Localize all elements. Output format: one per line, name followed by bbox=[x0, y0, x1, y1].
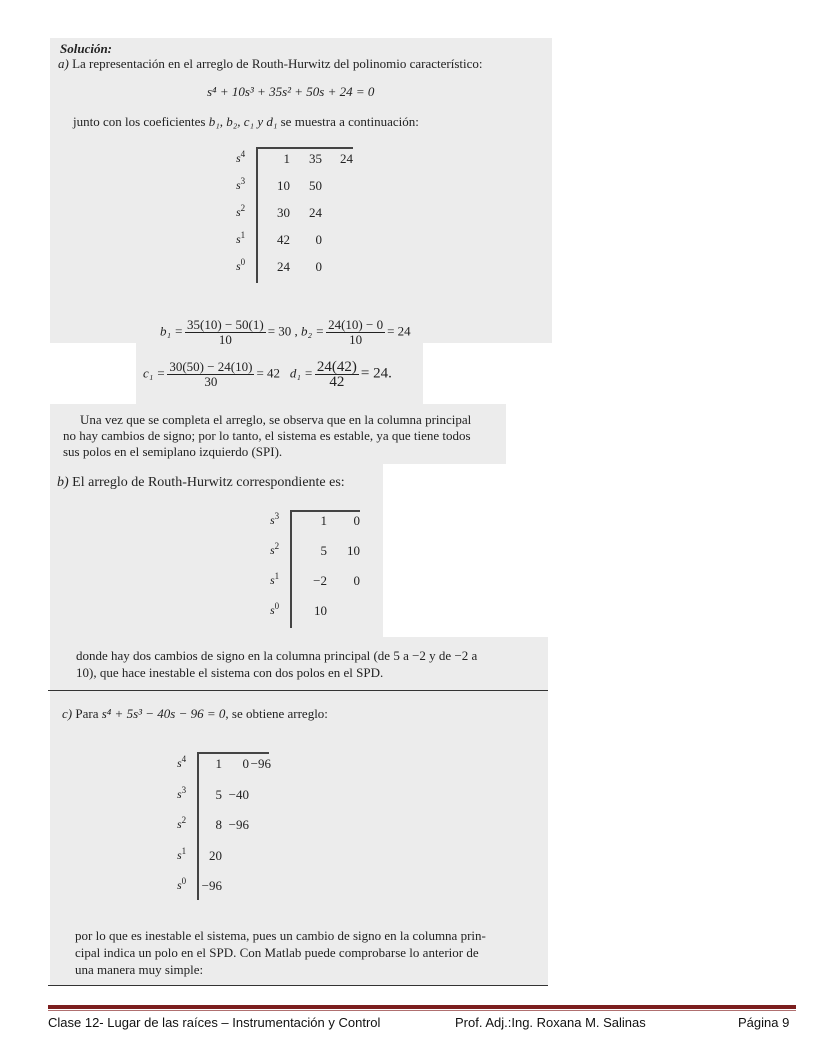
polynomial-a: s⁴ + 10s³ + 35s² + 50s + 24 = 0 bbox=[207, 84, 375, 99]
table-cell: −96 bbox=[201, 878, 222, 893]
fraction bbox=[185, 318, 266, 347]
table-cell: 1 bbox=[283, 151, 290, 166]
row-label: $s^0$ bbox=[177, 876, 187, 892]
table-cell: 24 bbox=[340, 151, 353, 166]
eq-rhs: = 24. bbox=[360, 365, 392, 382]
footer-rule-thin bbox=[48, 1010, 796, 1011]
row-exponent: 3 bbox=[181, 784, 187, 795]
footer-page-number: Página 9 bbox=[738, 1015, 790, 1030]
denominator: 10 bbox=[218, 332, 232, 347]
fraction bbox=[326, 318, 385, 347]
row-exponent: 1 bbox=[240, 230, 246, 240]
intro-text: El arreglo de Routh-Hurwitz correspondiente es: bbox=[72, 475, 345, 490]
table-cell: 10 bbox=[314, 603, 327, 618]
table-cell: −40 bbox=[228, 786, 249, 802]
row-label: $s^1$ bbox=[236, 230, 246, 246]
part-marker: a) bbox=[58, 56, 69, 71]
row-exponent: 2 bbox=[274, 541, 280, 551]
footer-author: Prof. Adj.:Ing. Roxana M. Salinas bbox=[455, 1015, 646, 1030]
polynomial-c: s⁴ + 5s³ − 40s − 96 = 0 bbox=[101, 706, 226, 721]
text: junto con los coeficientes bbox=[73, 114, 209, 129]
solution-heading: Solución: bbox=[60, 41, 113, 56]
table-cell: 35 bbox=[309, 151, 322, 166]
table-cell: 0 bbox=[242, 756, 249, 771]
text: , se obtiene arreglo: bbox=[225, 706, 328, 721]
row-exponent: 4 bbox=[240, 149, 246, 159]
eq-rhs: = 30 , bbox=[267, 323, 298, 339]
row-label: $s^2$ bbox=[236, 203, 246, 219]
divider bbox=[48, 985, 548, 986]
table-cell: 10 bbox=[347, 543, 360, 558]
table-cell: 5 bbox=[215, 786, 222, 802]
part-marker: c) bbox=[62, 706, 73, 721]
table-cell: 30 bbox=[277, 205, 290, 220]
eq-lhs: d₁ = bbox=[289, 365, 313, 381]
table-cell: 5 bbox=[320, 543, 327, 558]
table-top-rule bbox=[256, 147, 353, 149]
table-cell: 0 bbox=[315, 259, 322, 274]
row-label: $s^3$ bbox=[236, 176, 246, 192]
table-cell: 0 bbox=[353, 513, 360, 528]
eq-rhs: = 42 bbox=[256, 365, 281, 381]
row-exponent: 0 bbox=[181, 876, 187, 886]
eq-lhs: b₂ = bbox=[301, 323, 325, 339]
row-exponent: 0 bbox=[240, 257, 246, 267]
table-cell: 24 bbox=[309, 205, 322, 220]
row-exponent: 2 bbox=[240, 203, 246, 213]
fraction bbox=[167, 360, 254, 389]
row-label: $s^2$ bbox=[177, 815, 187, 831]
row-exponent: 2 bbox=[181, 815, 187, 825]
table-top-rule bbox=[197, 752, 269, 754]
coef-names: b₁, b₂, c₁ y d₁ bbox=[208, 114, 278, 129]
row-exponent: 3 bbox=[240, 176, 246, 186]
conclusion-a-line: no hay cambios de signo; por lo tanto, el sistema es estable, ya que tiene todos bbox=[63, 428, 471, 443]
table-cell: −96 bbox=[228, 817, 249, 832]
table-cell: 42 bbox=[277, 232, 290, 247]
table-cell: 24 bbox=[277, 259, 290, 274]
numerator: 30(50) − 24(10) bbox=[169, 359, 253, 374]
table-vertical-rule bbox=[256, 147, 258, 283]
numerator: 35(10) − 50(1) bbox=[187, 317, 264, 332]
conclusion-c-line: una manera muy simple: bbox=[75, 962, 204, 977]
conclusion-b-line: donde hay dos cambios de signo en la columna principal (de 5 a −2 y de −2 a bbox=[76, 648, 478, 663]
table-cell: 20 bbox=[209, 847, 222, 863]
table-cell: 1 bbox=[215, 756, 222, 771]
row-label: $s^2$ bbox=[270, 541, 280, 557]
denominator: 30 bbox=[204, 374, 218, 389]
row-exponent: 1 bbox=[274, 571, 280, 581]
table-cell: 8 bbox=[215, 817, 222, 832]
table-vertical-rule bbox=[290, 510, 292, 628]
eq-rhs: = 24 bbox=[387, 323, 411, 339]
conclusion-a-line: Una vez que se completa el arreglo, se observa que en la columna principal bbox=[80, 412, 472, 427]
table-cell: 50 bbox=[309, 178, 322, 193]
conclusion-c-line: cipal indica un polo en el SPD. Con Matlab puede comprobarse lo anterior de bbox=[75, 945, 479, 960]
row-label: $s^3$ bbox=[270, 511, 280, 527]
eq-lhs: c₁ = bbox=[143, 365, 166, 381]
table-cell: 10 bbox=[277, 178, 290, 193]
denominator: 10 bbox=[349, 332, 363, 347]
numerator: 24(42) bbox=[316, 359, 357, 375]
equation-b1-b2 bbox=[160, 318, 411, 347]
table-top-rule bbox=[290, 510, 360, 512]
row-exponent: 4 bbox=[181, 754, 187, 764]
part-c-intro bbox=[62, 706, 328, 722]
text: se muestra a continuación: bbox=[277, 114, 419, 129]
part-b-intro bbox=[57, 475, 345, 491]
footer-rule bbox=[48, 1005, 796, 1009]
part-a-intro bbox=[58, 56, 483, 72]
row-exponent: 1 bbox=[181, 845, 187, 856]
table-cell: 0 bbox=[315, 232, 322, 247]
footer-course: Clase 12- Lugar de las raíces – Instrumentación y Control bbox=[48, 1015, 381, 1030]
conclusion-b-line: 10), que hace inestable el sistema con dos polos en el SPD. bbox=[76, 665, 384, 680]
conclusion-c-line: por lo que es inestable el sistema, pues un cambio de signo en la columna prin- bbox=[75, 928, 486, 943]
row-label: $s^4$ bbox=[236, 149, 246, 165]
row-label: $s^3$ bbox=[177, 784, 187, 801]
row-label: $s^1$ bbox=[270, 571, 280, 587]
conclusion-a-line: sus polos en el semiplano izquierdo (SPI). bbox=[63, 444, 283, 459]
row-label: $s^1$ bbox=[177, 845, 187, 862]
fraction bbox=[315, 360, 359, 389]
denominator: 42 bbox=[329, 374, 345, 390]
text: Para bbox=[75, 706, 102, 721]
equation-c1-d1 bbox=[143, 360, 392, 389]
intro-text: La representación en el arreglo de Routh-Hurwitz del polinomio característico: bbox=[72, 56, 483, 71]
table-cell: −2 bbox=[313, 573, 327, 588]
eq-lhs: b₁ = bbox=[160, 323, 184, 339]
table-cell: −96 bbox=[250, 756, 271, 771]
row-exponent: 3 bbox=[274, 511, 280, 521]
row-label: $s^0$ bbox=[270, 601, 280, 617]
coef-text bbox=[73, 114, 419, 130]
row-label: $s^4$ bbox=[177, 754, 187, 770]
part-marker: b) bbox=[57, 475, 69, 490]
table-cell: 0 bbox=[353, 573, 360, 588]
table-cell: 1 bbox=[320, 513, 327, 528]
row-exponent: 0 bbox=[274, 601, 280, 611]
numerator: 24(10) − 0 bbox=[328, 317, 384, 332]
row-label: $s^0$ bbox=[236, 257, 246, 273]
